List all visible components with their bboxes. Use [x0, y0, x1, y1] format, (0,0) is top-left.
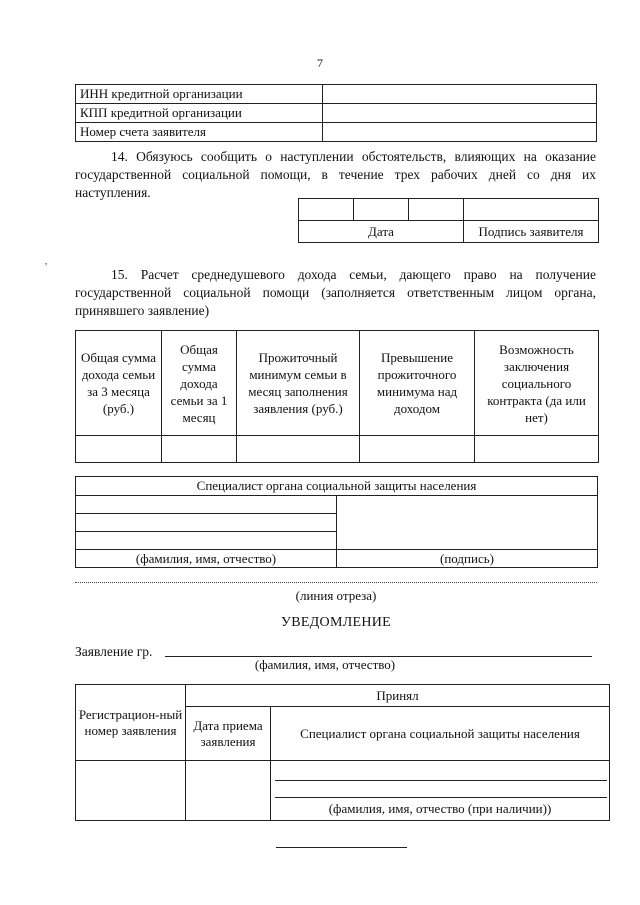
cell-subsistence-minimum[interactable] — [237, 436, 360, 463]
cell-total-1-month[interactable] — [162, 436, 237, 463]
account-number-value[interactable] — [323, 123, 597, 142]
specialist-header: Специалист органа социальной защиты населения — [271, 707, 610, 761]
specialist-signature-caption: (подпись) — [337, 550, 598, 568]
header-total-3-months: Общая сумма дохода семьи за 3 месяца (руб.) — [76, 331, 162, 436]
reg-number-cell[interactable] — [76, 761, 186, 821]
header-excess: Превышение прожиточного минимума над доходом — [360, 331, 475, 436]
account-number-label: Номер счета заявителя — [76, 123, 323, 142]
table-row — [76, 761, 610, 821]
date-day-box[interactable] — [299, 199, 354, 221]
table-row — [76, 104, 597, 123]
cell-contract-possibility[interactable] — [475, 436, 599, 463]
cell-total-3-months[interactable] — [76, 436, 162, 463]
header-contract-possibility: Возможность заключения социального контракта (да или нет) — [475, 331, 599, 436]
notice-title: УВЕДОМЛЕНИЕ — [280, 615, 392, 630]
date-received-cell[interactable] — [186, 761, 271, 821]
date-month-box[interactable] — [354, 199, 409, 221]
bank-details-table — [75, 84, 597, 142]
clause-14: 14. Обязуюсь сообщить о наступлении обстоятельств, влияющих на оказание государственной социальной помощи, в течение трех рабочих дней со дня их наступления. — [75, 149, 596, 200]
specialist-table — [75, 476, 598, 568]
income-calc-table — [75, 330, 599, 463]
accepted-header: Принял — [186, 685, 610, 707]
cut-line — [75, 582, 597, 583]
specialist-name-line[interactable] — [76, 514, 337, 532]
bank-inn-label: ИНН кредитной организации — [76, 85, 323, 104]
specialist-title: Специалист органа социальной защиты населения — [76, 477, 598, 496]
table-row — [76, 123, 597, 142]
page-number: 7 — [317, 56, 323, 70]
specialist-line[interactable] — [275, 781, 607, 798]
registration-header-row — [76, 685, 610, 707]
bank-inn-value[interactable] — [323, 85, 597, 104]
clause-15: 15. Расчет среднедушевого дохода семьи, дающего право на получение государственной социальной помощи (заполняется ответственным лицом органа, принявшего заявление) — [75, 267, 596, 318]
cell-excess[interactable] — [360, 436, 475, 463]
applicant-label: Заявление гр. — [75, 644, 153, 659]
specialist-signature-box[interactable] — [337, 496, 598, 550]
specialist-name-caption: (фамилия, имя, отчество (при наличии)) — [328, 801, 552, 816]
date-received-header: Дата приема заявления — [186, 707, 271, 761]
header-subsistence-minimum: Прожиточный минимум семьи в месяц заполнения заявления (руб.) — [237, 331, 360, 436]
specialist-name-line[interactable] — [76, 496, 337, 514]
bank-kpp-label: КПП кредитной организации — [76, 104, 323, 123]
date-boxes-row — [299, 199, 599, 221]
specialist-cell — [271, 761, 610, 821]
specialist-caption-row — [76, 550, 598, 568]
cut-line-label: (линия отреза) — [295, 588, 377, 603]
signature-box[interactable] — [464, 199, 599, 221]
specialist-name-caption: (фамилия, имя, отчество) — [76, 550, 337, 568]
table-header-row — [76, 331, 599, 436]
date-signature-table — [298, 198, 599, 243]
specialist-line[interactable] — [275, 764, 607, 781]
registration-table — [75, 684, 610, 821]
bank-kpp-value[interactable] — [323, 104, 597, 123]
header-total-1-month: Общая сумма дохода семьи за 1 месяц — [162, 331, 237, 436]
bottom-signature-line — [276, 847, 407, 848]
date-year-box[interactable] — [409, 199, 464, 221]
table-row — [76, 436, 599, 463]
table-row — [76, 85, 597, 104]
table-row — [76, 496, 598, 514]
date-label: Дата — [299, 221, 464, 243]
reg-number-header: Регистрацион-ный номер заявления — [76, 685, 186, 761]
signature-label: Подпись заявителя — [464, 221, 599, 243]
date-labels-row — [299, 221, 599, 243]
stray-mark: , — [45, 256, 48, 266]
applicant-name-caption: (фамилия, имя, отчество) — [254, 657, 396, 672]
specialist-title-row — [76, 477, 598, 496]
specialist-name-line[interactable] — [76, 532, 337, 550]
